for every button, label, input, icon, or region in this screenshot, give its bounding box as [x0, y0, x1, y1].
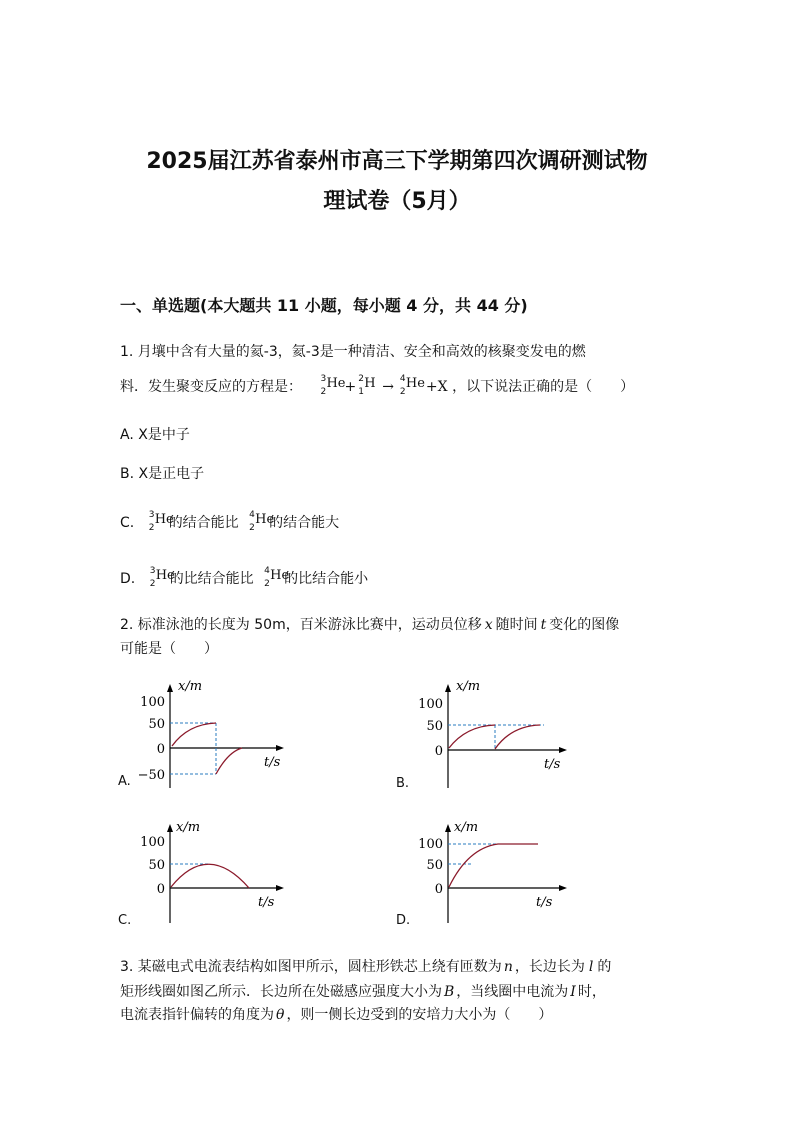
q1-option-b[interactable]: B. X是正电子	[120, 466, 205, 482]
option-b-label: B.	[396, 776, 410, 791]
x-axis-label: t/s	[264, 755, 281, 770]
svg-text:t/s: t/s	[536, 895, 553, 910]
q2-line1: 2. 标准泳池的长度为 50m，百米游泳比赛中，运动员位移 x 随时间 t 变化的图像	[120, 617, 620, 633]
svg-text:0: 0	[434, 882, 443, 897]
svg-text:t/s: t/s	[258, 895, 275, 910]
graph-a-svg	[118, 678, 298, 793]
svg-text:x/m: x/m	[456, 679, 481, 694]
curve-c	[171, 864, 249, 888]
option-d-label: D.	[396, 913, 411, 928]
graph-option-b[interactable]	[396, 678, 586, 793]
svg-text:0: 0	[156, 882, 165, 897]
curve-a2	[216, 748, 242, 774]
curve-b2	[495, 725, 540, 749]
isotope-he4: 4 2 He	[249, 510, 275, 533]
isotope-he3: 3 2 He	[149, 566, 175, 589]
svg-text:t/s: t/s	[544, 757, 561, 772]
y-axis-label: x/m	[178, 679, 203, 694]
graph-d-svg	[396, 818, 586, 933]
svg-text:50: 50	[426, 858, 443, 873]
curve-b1	[449, 725, 495, 748]
graph-c-svg	[118, 818, 298, 933]
isotope-he4: 4 2 He	[264, 566, 290, 589]
q3-line3: 电流表指针偏转的角度为 θ ，则一侧长边受到的安培力大小为（ ）	[120, 1007, 553, 1023]
q1-line2-pre: 料．发生聚变反应的方程是：	[120, 379, 302, 395]
option-c-label: C.	[118, 913, 132, 928]
svg-text:50: 50	[426, 719, 443, 734]
q1-line2	[120, 376, 634, 396]
svg-text:100: 100	[140, 835, 165, 850]
page-title-line1: 2025届江苏省泰州市高三下学期第四次调研测试物	[146, 149, 648, 174]
svg-text:100: 100	[418, 697, 443, 712]
svg-text:100: 100	[418, 837, 443, 852]
svg-text:−50: −50	[137, 768, 165, 783]
svg-text:0: 0	[156, 742, 165, 757]
svg-text:x/m: x/m	[454, 820, 479, 835]
q2-line2: 可能是（ ）	[120, 641, 218, 657]
option-a-label: A.	[118, 774, 131, 789]
graph-option-c[interactable]	[118, 818, 298, 933]
svg-text:0: 0	[434, 744, 443, 759]
q1-line1: 1. 月壤中含有大量的氦-3，氦-3是一种清洁、安全和高效的核聚变发电的燃	[120, 344, 586, 360]
isotope-he3: 3 2 He	[320, 374, 346, 397]
section-heading: 一、单选题(本大题共 11 小题，每小题 4 分，共 44 分)	[120, 296, 528, 315]
svg-text:100: 100	[140, 695, 165, 710]
graph-b-svg	[396, 678, 586, 793]
page-title-line2: 理试卷（5月）	[323, 189, 471, 214]
svg-text:50: 50	[148, 717, 165, 732]
svg-text:x/m: x/m	[176, 820, 201, 835]
q3-line2: 矩形线圈如图乙所示．长边所在处磁感应强度大小为 B ，当线圈中电流为 I 时，	[120, 984, 606, 1000]
isotope-he4: 4 2 He	[399, 374, 425, 397]
arrow-icon: →	[382, 379, 394, 395]
q1-option-a[interactable]: A. X是中子	[120, 427, 190, 443]
isotope-h2: 2 1 H	[358, 374, 376, 397]
q1-option-c[interactable]: C. 3 2 He 的结合能比 4 2 He 的结合能大	[120, 510, 340, 533]
graph-option-a[interactable]	[118, 678, 298, 793]
curve-d	[449, 844, 538, 887]
q3-line1: 3. 某磁电式电流表结构如图甲所示，圆柱形铁芯上绕有匝数为 n ，长边长为 l 的	[120, 959, 612, 975]
isotope-he3: 3 2 He	[148, 510, 174, 533]
graph-option-d[interactable]	[396, 818, 586, 933]
curve-a1	[172, 723, 216, 746]
svg-text:50: 50	[148, 858, 165, 873]
fusion-equation: 3 2 He + 2 1 H → 4 2 He +X	[320, 374, 448, 397]
q1-option-d[interactable]: D. 3 2 He 的比结合能比 4 2 He 的比结合能小	[120, 566, 369, 589]
q1-line2-post: ，以下说法正确的是（ ）	[452, 379, 635, 395]
